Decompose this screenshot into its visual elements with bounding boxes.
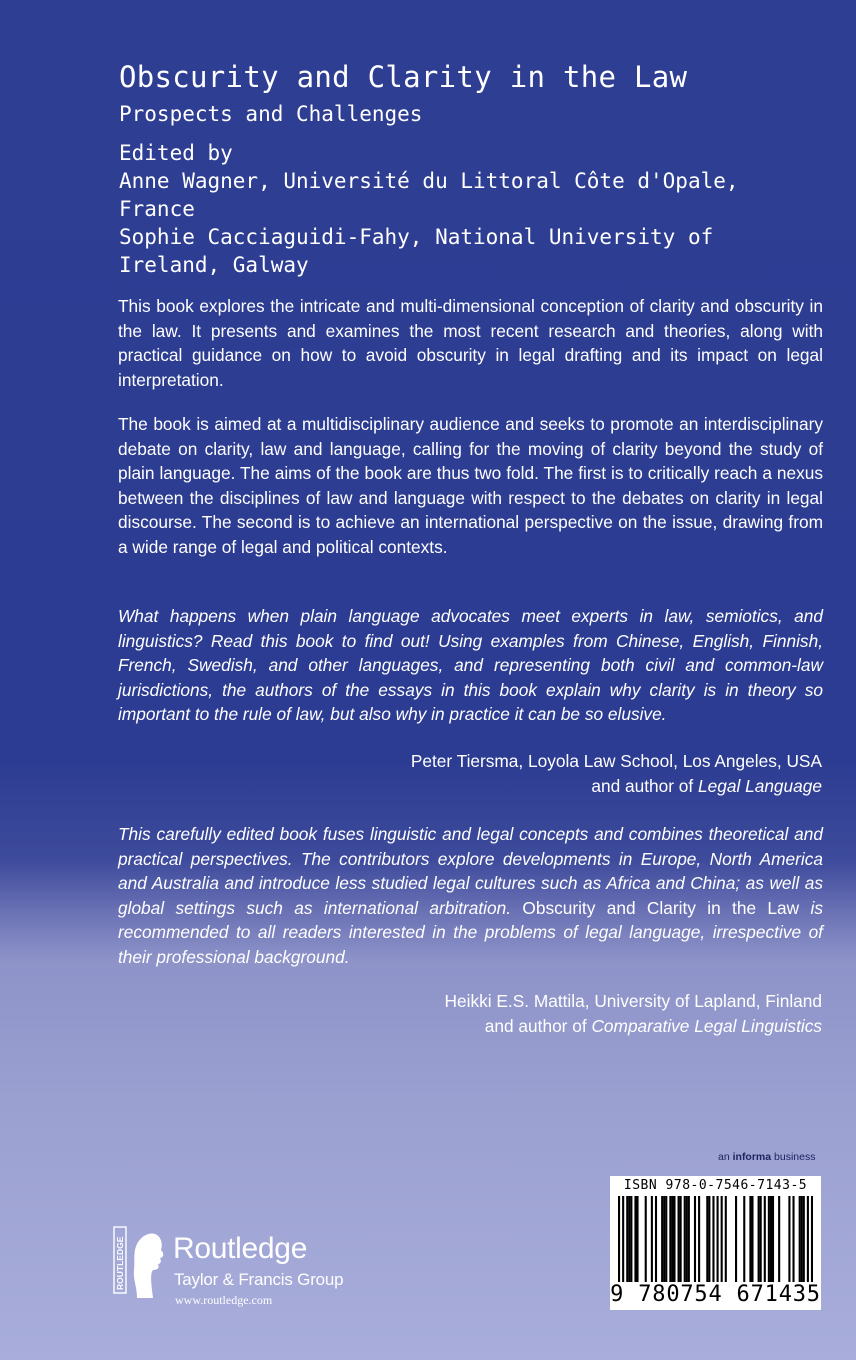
description-paragraph-1: This book explores the intricate and multi-dimensional conception of clarity and obscurity in the law. It presents and examines the most recent research and theories, along with practical guidance on how to avoid obscurity in legal drafting and its impact on legal interpretation. [118, 296, 823, 390]
barcode-bar [684, 1196, 686, 1282]
barcode-bar [694, 1196, 696, 1282]
barcode-bar [708, 1196, 710, 1282]
isbn-barcode [610, 1176, 821, 1310]
routledge-logo [113, 1226, 353, 1326]
barcode-bar [751, 1196, 753, 1282]
review-1-author-prefix: and author of [591, 775, 699, 796]
barcode-bar [671, 1196, 673, 1282]
barcode-bar [673, 1196, 675, 1282]
review-2-attribution [445, 989, 822, 1038]
review-1-text: What happens when plain language advocates meet experts in law, semiotics, and linguistics? Read this book to find out! Using examples from Chinese, English, Finnish, French, Swedish, and other languages, and representing both civil and common-law jurisdictions, the authors of the essays in this book explain why clarity is in theory so important to the rule of law, but also why in practice it can be so elusive. [118, 606, 823, 724]
description-paragraph-2: The book is aimed at a multidisciplinary audience and seeks to promote an interdisciplinary debate on clarity, law and language, calling for the moving of clarity beyond the study of plain language. The aims of the book are thus two fold. The first is to critically reach a nexus between the disciplines of law and language with respect to the debates on clarity in legal discourse. The second is to achieve an international perspective on the issue, drawing from a wide range of legal and political contexts. [118, 414, 823, 557]
review-2-author-book-line [445, 1014, 822, 1039]
editor-2: Sophie Cacciaguidi-Fahy, National University of [119, 225, 714, 249]
review-2-text [118, 822, 823, 969]
editor-1-continued: France [119, 197, 195, 221]
review-2-book-title: Obscurity and Clarity in the Law [511, 897, 811, 918]
barcode-bar [772, 1196, 774, 1282]
barcode-bar [636, 1196, 638, 1282]
publisher-website: www.routledge.com [175, 1293, 273, 1307]
review-2-author-prefix: and author of [484, 1015, 592, 1036]
barcode-bar [678, 1196, 680, 1282]
barcode-bar [706, 1196, 708, 1282]
barcode-bar [768, 1196, 770, 1282]
barcode-bar [803, 1196, 805, 1282]
barcode-bar [655, 1196, 657, 1282]
barcode-bar [749, 1196, 751, 1282]
editor-1: Anne Wagner, Université du Littoral Côte d'Opale, [119, 169, 739, 193]
ean-number: 9 780754 671435 [610, 1282, 821, 1307]
barcode-bar [721, 1196, 723, 1282]
publisher-group: Taylor & Francis Group [174, 1270, 344, 1289]
book-title: Obscurity and Clarity in the Law [119, 60, 688, 94]
barcode-bar [634, 1196, 636, 1282]
barcode-bar [801, 1196, 803, 1282]
review-1-author-book-line [411, 774, 822, 799]
edited-by-label: Edited by [119, 141, 233, 165]
review-2-author-book: Comparative Legal Linguistics [591, 1015, 822, 1036]
barcode-bar [669, 1196, 671, 1282]
barcode-bar [717, 1196, 719, 1282]
barcode-bar [760, 1196, 762, 1282]
review-1-author-book: Legal Language [698, 775, 822, 796]
logo-vertical-text: ROUTLEDGE [115, 1236, 125, 1290]
barcode-bar [628, 1196, 630, 1282]
barcode-bar [735, 1196, 737, 1282]
barcode-bar [698, 1196, 700, 1282]
barcode-bar [626, 1196, 628, 1282]
barcode-bar [651, 1196, 653, 1282]
barcode-bar [792, 1196, 794, 1282]
barcode-bar [758, 1196, 760, 1282]
barcode-bar [743, 1196, 745, 1282]
review-2-author: Heikki E.S. Mattila, University of Lapland, Finland [444, 991, 822, 1011]
review-2-part-1: This carefully edited book fuses linguistic and legal concepts and combines theoretical and practical perspectives. The contributors explore developments in Europe, North America and Australia and introduce less studied legal cultures such as Africa and China; as well as global settings such as international arbitration. [118, 824, 823, 918]
barcode-bar [799, 1196, 801, 1282]
barcode-bar [788, 1196, 790, 1282]
barcode-bar [811, 1196, 813, 1282]
isbn-label: ISBN 978-0-7546-7143-5 [623, 1178, 808, 1193]
publisher-name: Routledge [173, 1232, 308, 1265]
editor-2-continued: Ireland, Galway [119, 253, 309, 277]
barcode-bar [688, 1196, 690, 1282]
barcode-bar [680, 1196, 682, 1282]
review-1-attribution [411, 749, 822, 798]
routledge-head-icon [113, 1226, 169, 1302]
barcode-bar [618, 1196, 620, 1282]
barcode-bar [630, 1196, 632, 1282]
book-subtitle: Prospects and Challenges [119, 102, 423, 126]
barcode-bars [618, 1196, 813, 1282]
barcode-bar [764, 1196, 766, 1282]
barcode-bar [645, 1196, 647, 1282]
informa-bold: informa [732, 1151, 772, 1163]
barcode-bar [725, 1196, 727, 1282]
barcode-bar [807, 1196, 809, 1282]
barcode-bar [663, 1196, 665, 1282]
barcode-bar [622, 1196, 624, 1282]
review-1-author: Peter Tiersma, Loyola Law School, Los Angeles, USA [410, 751, 822, 771]
barcode-bar [778, 1196, 780, 1282]
review-2-part-2: is recommended to all readers interested in the problems of legal language, irrespective of their professional background. [118, 897, 823, 967]
barcode-bar [770, 1196, 772, 1282]
barcode-bar [712, 1196, 714, 1282]
informa-business-tagline [718, 1151, 815, 1163]
barcode-bar [665, 1196, 667, 1282]
barcode-bar [686, 1196, 688, 1282]
informa-suffix: business [771, 1151, 816, 1163]
barcode-bar [661, 1196, 663, 1282]
informa-prefix: an [718, 1151, 733, 1163]
